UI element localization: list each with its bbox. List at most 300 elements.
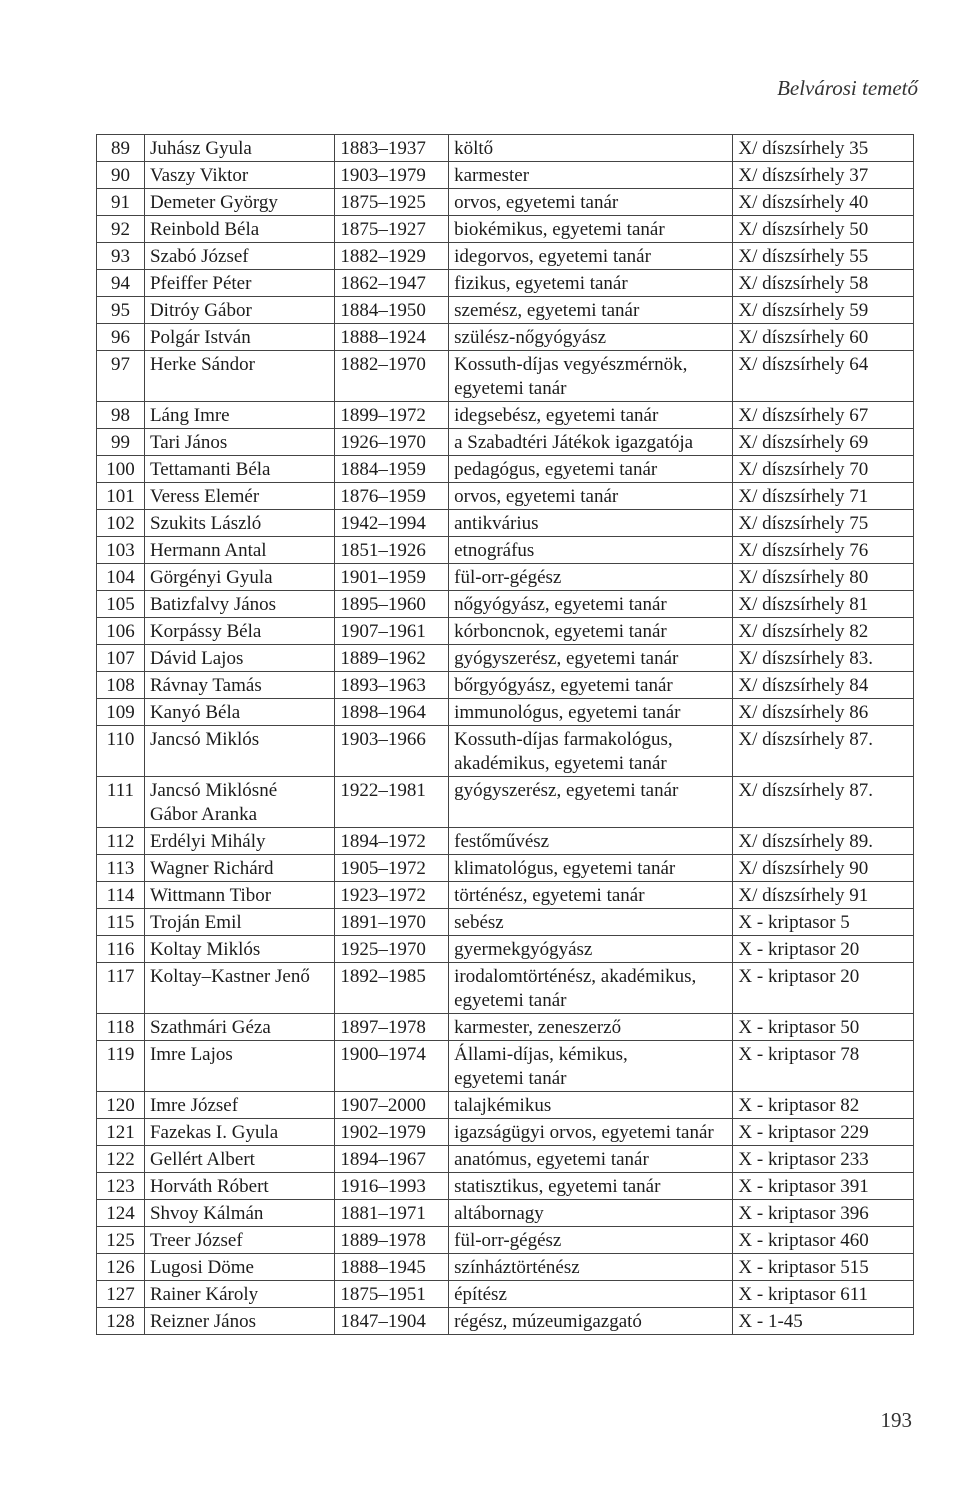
life-years: 1899–1972 [335, 402, 449, 429]
table-row [97, 297, 914, 324]
person-name [144, 1146, 334, 1173]
occupation-line: sebész [454, 912, 504, 933]
grave-location: X/ díszsírhely 55 [733, 243, 914, 270]
table-row [97, 1200, 914, 1227]
occupation [449, 963, 733, 1014]
grave-location: X/ díszsírhely 37 [733, 162, 914, 189]
life-years: 1895–1960 [335, 591, 449, 618]
life-years: 1900–1974 [335, 1041, 449, 1092]
occupation [449, 909, 733, 936]
grave-location: X - kriptasor 5 [733, 909, 914, 936]
life-years: 1888–1924 [335, 324, 449, 351]
table-row [97, 1173, 914, 1200]
occupation-line: szemész, egyetemi tanár [454, 300, 640, 321]
occupation-line: bőrgyógyász, egyetemi tanár [454, 675, 673, 696]
row-number: 117 [97, 963, 145, 1014]
life-years: 1875–1927 [335, 216, 449, 243]
person-name-line: Demeter György [149, 192, 278, 213]
life-years: 1883–1937 [335, 135, 449, 162]
person-name-line: Szukits László [149, 513, 262, 534]
person-name-line: Veress Elemér [149, 486, 260, 507]
grave-location: X/ díszsírhely 86 [733, 699, 914, 726]
occupation-line: anatómus, egyetemi tanár [454, 1149, 649, 1170]
grave-registry-table [96, 134, 914, 1335]
life-years: 1898–1964 [335, 699, 449, 726]
table-row [97, 429, 914, 456]
person-name-line: Gábor Aranka [149, 804, 258, 825]
occupation [449, 243, 733, 270]
row-number: 102 [97, 510, 145, 537]
table-row [97, 324, 914, 351]
person-name-line: Ditróy Gábor [149, 300, 252, 321]
row-number: 122 [97, 1146, 145, 1173]
occupation-line: idegorvos, egyetemi tanár [454, 246, 651, 267]
person-name [144, 963, 334, 1014]
life-years: 1902–1979 [335, 1119, 449, 1146]
person-name-line: Jancsó Miklósné [149, 780, 278, 801]
life-years: 1907–1961 [335, 618, 449, 645]
grave-location: X/ díszsírhely 59 [733, 297, 914, 324]
row-number: 119 [97, 1041, 145, 1092]
person-name [144, 1014, 334, 1041]
occupation-line: színháztörténész [454, 1257, 580, 1278]
grave-location: X/ díszsírhely 58 [733, 270, 914, 297]
table-row [97, 1281, 914, 1308]
life-years: 1903–1979 [335, 162, 449, 189]
row-number: 114 [97, 882, 145, 909]
table-row [97, 1092, 914, 1119]
grave-location: X/ díszsírhely 50 [733, 216, 914, 243]
row-number: 99 [97, 429, 145, 456]
row-number: 113 [97, 855, 145, 882]
person-name-line: Szathmári Géza [149, 1017, 271, 1038]
row-number: 108 [97, 672, 145, 699]
person-name-line: Tari János [149, 432, 228, 453]
table-row [97, 699, 914, 726]
table-row [97, 1227, 914, 1254]
occupation [449, 324, 733, 351]
occupation [449, 270, 733, 297]
table-row [97, 591, 914, 618]
grave-location: X/ díszsírhely 81 [733, 591, 914, 618]
row-number: 121 [97, 1119, 145, 1146]
row-number: 111 [97, 777, 145, 828]
running-header: Belvárosi temető [777, 76, 918, 100]
occupation-line: kórboncnok, egyetemi tanár [454, 621, 667, 642]
person-name-line: Korpássy Béla [149, 621, 262, 642]
grave-location: X/ díszsírhely 87. [733, 726, 914, 777]
occupation-line: Kossuth-díjas vegyészmérnök, [454, 354, 688, 375]
row-number: 101 [97, 483, 145, 510]
occupation [449, 456, 733, 483]
row-number: 91 [97, 189, 145, 216]
occupation-line: antikvárius [454, 513, 539, 534]
occupation [449, 726, 733, 777]
row-number: 109 [97, 699, 145, 726]
grave-location: X/ díszsírhely 89. [733, 828, 914, 855]
life-years: 1925–1970 [335, 936, 449, 963]
person-name-line: Lugosi Döme [149, 1257, 254, 1278]
row-number: 118 [97, 1014, 145, 1041]
person-name-line: Reizner János [149, 1311, 257, 1332]
person-name [144, 1041, 334, 1092]
person-name [144, 297, 334, 324]
table-row [97, 564, 914, 591]
table-row [97, 1041, 914, 1092]
occupation [449, 1173, 733, 1200]
occupation [449, 216, 733, 243]
occupation [449, 564, 733, 591]
occupation-line: építész [454, 1284, 507, 1305]
occupation [449, 510, 733, 537]
row-number: 103 [97, 537, 145, 564]
life-years: 1922–1981 [335, 777, 449, 828]
occupation-line: statisztikus, egyetemi tanár [454, 1176, 661, 1197]
person-name [144, 510, 334, 537]
occupation-line: idegsebész, egyetemi tanár [454, 405, 659, 426]
table-body [97, 135, 914, 1335]
occupation-line: altábornagy [454, 1203, 544, 1224]
row-number: 125 [97, 1227, 145, 1254]
grave-location: X - kriptasor 50 [733, 1014, 914, 1041]
life-years: 1884–1959 [335, 456, 449, 483]
occupation-line: egyetemi tanár [454, 1068, 567, 1089]
person-name-line: Vaszy Viktor [149, 165, 249, 186]
grave-location: X/ díszsírhely 64 [733, 351, 914, 402]
grave-location: X/ díszsírhely 60 [733, 324, 914, 351]
row-number: 94 [97, 270, 145, 297]
occupation-line: etnográfus [454, 540, 535, 561]
grave-location: X/ díszsírhely 71 [733, 483, 914, 510]
table-row [97, 672, 914, 699]
person-name [144, 243, 334, 270]
table-row [97, 963, 914, 1014]
grave-location: X - kriptasor 515 [733, 1254, 914, 1281]
table-row [97, 828, 914, 855]
grave-location: X/ díszsírhely 80 [733, 564, 914, 591]
row-number: 92 [97, 216, 145, 243]
person-name [144, 564, 334, 591]
person-name [144, 162, 334, 189]
occupation-line: igazságügyi orvos, egyetemi tanár [454, 1122, 714, 1143]
occupation [449, 1014, 733, 1041]
person-name [144, 1254, 334, 1281]
person-name-line: Rainer Károly [149, 1284, 259, 1305]
person-name-line: Dávid Lajos [149, 648, 244, 669]
occupation [449, 1041, 733, 1092]
table-row [97, 270, 914, 297]
person-name [144, 135, 334, 162]
occupation [449, 1308, 733, 1335]
row-number: 97 [97, 351, 145, 402]
life-years: 1903–1966 [335, 726, 449, 777]
person-name-line: Fazekas I. Gyula [149, 1122, 279, 1143]
person-name-line: Gellért Albert [149, 1149, 255, 1170]
grave-location: X/ díszsírhely 35 [733, 135, 914, 162]
table-row [97, 351, 914, 402]
row-number: 112 [97, 828, 145, 855]
table-row [97, 243, 914, 270]
person-name-line: Koltay–Kastner Jenő [149, 966, 310, 987]
table-row [97, 456, 914, 483]
row-number: 120 [97, 1092, 145, 1119]
life-years: 1892–1985 [335, 963, 449, 1014]
person-name [144, 828, 334, 855]
person-name-line: Juhász Gyula [149, 138, 252, 159]
table-row [97, 189, 914, 216]
occupation [449, 1227, 733, 1254]
table-row [97, 1308, 914, 1335]
person-name-line: Wagner Richárd [149, 858, 274, 879]
table-row [97, 855, 914, 882]
person-name [144, 351, 334, 402]
life-years: 1894–1972 [335, 828, 449, 855]
occupation [449, 1119, 733, 1146]
person-name [144, 1227, 334, 1254]
table-row [97, 777, 914, 828]
grave-location: X/ díszsírhely 90 [733, 855, 914, 882]
grave-location: X - kriptasor 611 [733, 1281, 914, 1308]
person-name-line: Jancsó Miklós [149, 729, 260, 750]
table-row [97, 483, 914, 510]
person-name [144, 882, 334, 909]
person-name [144, 324, 334, 351]
occupation [449, 672, 733, 699]
table-row [97, 1119, 914, 1146]
person-name [144, 429, 334, 456]
occupation [449, 135, 733, 162]
person-name-line: Imre József [149, 1095, 239, 1116]
person-name-line: Láng Imre [149, 405, 230, 426]
grave-location: X - kriptasor 20 [733, 963, 914, 1014]
row-number: 110 [97, 726, 145, 777]
row-number: 106 [97, 618, 145, 645]
occupation-line: gyermekgyógyász [454, 939, 593, 960]
occupation-line: a Szabadtéri Játékok igazgatója [454, 432, 694, 453]
life-years: 1882–1970 [335, 351, 449, 402]
occupation-line: akadémikus, egyetemi tanár [454, 753, 667, 774]
person-name-line: Wittmann Tibor [149, 885, 272, 906]
row-number: 124 [97, 1200, 145, 1227]
table-row [97, 726, 914, 777]
life-years: 1897–1978 [335, 1014, 449, 1041]
occupation [449, 1146, 733, 1173]
person-name [144, 1092, 334, 1119]
person-name [144, 456, 334, 483]
table-row [97, 216, 914, 243]
occupation [449, 1281, 733, 1308]
grave-location: X/ díszsírhely 82 [733, 618, 914, 645]
grave-location: X - kriptasor 391 [733, 1173, 914, 1200]
occupation-line: immunológus, egyetemi tanár [454, 702, 681, 723]
life-years: 1893–1963 [335, 672, 449, 699]
occupation-line: karmester, zeneszerző [454, 1017, 622, 1038]
person-name [144, 1119, 334, 1146]
person-name-line: Herke Sándor [149, 354, 255, 375]
row-number: 104 [97, 564, 145, 591]
person-name [144, 591, 334, 618]
table-row [97, 936, 914, 963]
row-number: 128 [97, 1308, 145, 1335]
row-number: 93 [97, 243, 145, 270]
row-number: 90 [97, 162, 145, 189]
row-number: 115 [97, 909, 145, 936]
occupation-line: szülész-nőgyógyász [454, 327, 607, 348]
occupation-line: nőgyógyász, egyetemi tanár [454, 594, 667, 615]
life-years: 1891–1970 [335, 909, 449, 936]
page-number: 193 [880, 1408, 912, 1432]
person-name [144, 483, 334, 510]
occupation [449, 1092, 733, 1119]
occupation [449, 402, 733, 429]
table-row [97, 1014, 914, 1041]
occupation-line: orvos, egyetemi tanár [454, 486, 619, 507]
person-name-line: Görgényi Gyula [149, 567, 273, 588]
row-number: 126 [97, 1254, 145, 1281]
table-row [97, 162, 914, 189]
occupation-line: fül-orr-gégész [454, 1230, 562, 1251]
person-name-line: Troján Emil [149, 912, 242, 933]
life-years: 1889–1962 [335, 645, 449, 672]
person-name [144, 270, 334, 297]
life-years: 1881–1971 [335, 1200, 449, 1227]
occupation [449, 429, 733, 456]
grave-location: X/ díszsírhely 76 [733, 537, 914, 564]
person-name-line: Imre Lajos [149, 1044, 233, 1065]
life-years: 1907–2000 [335, 1092, 449, 1119]
occupation-line: pedagógus, egyetemi tanár [454, 459, 658, 480]
occupation-line: történész, egyetemi tanár [454, 885, 645, 906]
person-name-line: Szabó József [149, 246, 249, 267]
occupation-line: költő [454, 138, 494, 159]
occupation [449, 351, 733, 402]
table-row [97, 135, 914, 162]
person-name [144, 189, 334, 216]
occupation [449, 936, 733, 963]
row-number: 105 [97, 591, 145, 618]
person-name [144, 1173, 334, 1200]
table-row [97, 402, 914, 429]
occupation [449, 162, 733, 189]
person-name-line: Rávnay Tamás [149, 675, 262, 696]
grave-location: X/ díszsírhely 91 [733, 882, 914, 909]
person-name [144, 936, 334, 963]
person-name [144, 777, 334, 828]
life-years: 1889–1978 [335, 1227, 449, 1254]
occupation-line: klimatológus, egyetemi tanár [454, 858, 676, 879]
grave-location: X/ díszsírhely 84 [733, 672, 914, 699]
grave-location: X/ díszsírhely 67 [733, 402, 914, 429]
person-name [144, 855, 334, 882]
life-years: 1923–1972 [335, 882, 449, 909]
grave-location: X/ díszsírhely 75 [733, 510, 914, 537]
life-years: 1862–1947 [335, 270, 449, 297]
life-years: 1847–1904 [335, 1308, 449, 1335]
row-number: 127 [97, 1281, 145, 1308]
occupation-line: fizikus, egyetemi tanár [454, 273, 628, 294]
life-years: 1916–1993 [335, 1173, 449, 1200]
person-name [144, 402, 334, 429]
occupation [449, 1200, 733, 1227]
table-row [97, 510, 914, 537]
grave-location: X - kriptasor 460 [733, 1227, 914, 1254]
life-years: 1851–1926 [335, 537, 449, 564]
occupation [449, 855, 733, 882]
table-row [97, 1146, 914, 1173]
person-name [144, 216, 334, 243]
person-name [144, 645, 334, 672]
life-years: 1894–1967 [335, 1146, 449, 1173]
life-years: 1882–1929 [335, 243, 449, 270]
occupation-line: Állami-díjas, kémikus, [454, 1044, 628, 1065]
occupation-line: gyógyszerész, egyetemi tanár [454, 780, 679, 801]
occupation-line: régész, múzeumigazgató [454, 1311, 642, 1332]
occupation-line: Kossuth-díjas farmakológus, [454, 729, 673, 750]
person-name-line: Kanyó Béla [149, 702, 241, 723]
table-row [97, 909, 914, 936]
occupation-line: orvos, egyetemi tanár [454, 192, 619, 213]
life-years: 1942–1994 [335, 510, 449, 537]
grave-location: X - kriptasor 396 [733, 1200, 914, 1227]
person-name-line: Erdélyi Mihály [149, 831, 266, 852]
grave-location: X/ díszsírhely 40 [733, 189, 914, 216]
row-number: 95 [97, 297, 145, 324]
grave-location: X - kriptasor 78 [733, 1041, 914, 1092]
person-name [144, 1281, 334, 1308]
row-number: 100 [97, 456, 145, 483]
life-years: 1875–1925 [335, 189, 449, 216]
person-name-line: Hermann Antal [149, 540, 267, 561]
table-row [97, 645, 914, 672]
person-name-line: Shvoy Kálmán [149, 1203, 264, 1224]
occupation-line: festőművész [454, 831, 550, 852]
grave-location: X - kriptasor 233 [733, 1146, 914, 1173]
occupation [449, 1254, 733, 1281]
life-years: 1901–1959 [335, 564, 449, 591]
person-name [144, 618, 334, 645]
occupation-line: egyetemi tanár [454, 990, 567, 1011]
occupation [449, 483, 733, 510]
occupation [449, 189, 733, 216]
occupation [449, 777, 733, 828]
life-years: 1876–1959 [335, 483, 449, 510]
row-number: 98 [97, 402, 145, 429]
grave-location: X - 1-45 [733, 1308, 914, 1335]
occupation-line: egyetemi tanár [454, 378, 567, 399]
row-number: 116 [97, 936, 145, 963]
occupation-line: fül-orr-gégész [454, 567, 562, 588]
person-name-line: Polgár István [149, 327, 251, 348]
occupation [449, 297, 733, 324]
table-row [97, 537, 914, 564]
row-number: 107 [97, 645, 145, 672]
grave-location: X - kriptasor 20 [733, 936, 914, 963]
person-name [144, 1308, 334, 1335]
person-name-line: Treer József [149, 1230, 243, 1251]
grave-location: X/ díszsírhely 69 [733, 429, 914, 456]
occupation [449, 882, 733, 909]
person-name-line: Reinbold Béla [149, 219, 260, 240]
life-years: 1905–1972 [335, 855, 449, 882]
table-row [97, 882, 914, 909]
occupation [449, 618, 733, 645]
occupation-line: gyógyszerész, egyetemi tanár [454, 648, 679, 669]
occupation-line: biokémikus, egyetemi tanár [454, 219, 665, 240]
grave-location: X/ díszsírhely 83. [733, 645, 914, 672]
person-name-line: Batizfalvy János [149, 594, 277, 615]
occupation-line: karmester [454, 165, 530, 186]
life-years: 1884–1950 [335, 297, 449, 324]
